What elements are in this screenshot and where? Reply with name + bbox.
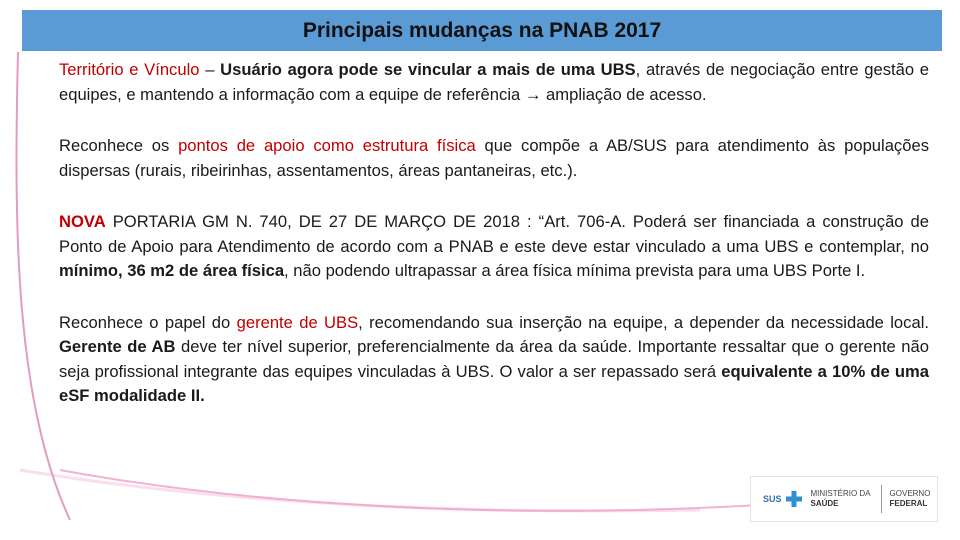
paragraph-gerente xyxy=(59,311,929,409)
text: “Art. 706-A. Poderá ser financiada a construção de Ponto de Apoio para Atendimento de acordo com a PNAB e este deve estar vinculado a uma UBS e contemplar, no xyxy=(59,212,929,256)
highlight-territorio: Território e Vínculo xyxy=(59,60,200,79)
government-name xyxy=(890,489,931,509)
government-line2: FEDERAL xyxy=(889,499,928,508)
text: Reconhece o papel do xyxy=(59,312,237,332)
highlight-gerente-ubs: gerente de UBS xyxy=(236,312,359,332)
health-cross-icon xyxy=(785,490,803,508)
logo-divider xyxy=(881,485,882,513)
ministry-line1: MINISTÉRIO DA xyxy=(810,489,871,498)
bold-usuario-vinculo: Usuário agora pode se vincular a mais de uma UBS xyxy=(220,60,636,79)
bold-modalidade: SF modalidade II. xyxy=(68,386,205,405)
text: , recomendando sua inserção na equipe, a depender da necessidade local. xyxy=(358,312,929,332)
ministry-line2: SAÚDE xyxy=(810,499,839,508)
bold-equivalente: equivalente a 10% de uma e xyxy=(59,361,929,405)
text: , não podendo ultrapassar a área física mínima prevista para uma UBS Porte I. xyxy=(284,261,866,280)
text: Reconhece os xyxy=(59,136,179,155)
text: PORTARIA GM N. 740, DE 27 DE MARÇO DE 2018 : xyxy=(105,212,539,231)
arrow-right-icon: → xyxy=(524,84,542,104)
government-line1: GOVERNO xyxy=(889,489,931,498)
bold-area-minima: mínimo, 36 m2 de área física xyxy=(59,261,285,280)
bold-gerente-ab: Gerente de AB xyxy=(59,337,176,356)
ministry-name xyxy=(811,489,871,509)
slide-body xyxy=(59,58,929,409)
paragraph-pontos-apoio xyxy=(59,134,929,183)
page-title: Principais mudanças na PNAB 2017 xyxy=(302,18,662,42)
sus-label: SUS xyxy=(763,494,782,504)
dash: – xyxy=(199,60,221,79)
highlight-nova: NOVA xyxy=(59,212,106,231)
ministry-logo xyxy=(750,476,938,522)
highlight-pontos-apoio: pontos de apoio como estrutura física xyxy=(178,136,476,155)
text: que compõe a AB/SUS para atendimento às populações dispersas (rurais, ribeirinhas, assentamentos, áreas pantaneiras, etc.). xyxy=(59,136,929,180)
text: , através de negociação entre gestão e equipes, e mantendo a informação com a equipe de referência xyxy=(59,60,930,104)
paragraph-territorio xyxy=(59,58,929,107)
paragraph-portaria xyxy=(59,210,929,284)
text: deve ter nível superior, preferencialmente da área da saúde. Importante ressaltar que o gerente não seja profissional integrante das equipes vinculadas à UBS. O valor a ser repassado será xyxy=(59,337,929,381)
text: ampliação de acesso. xyxy=(541,84,707,104)
title-bar xyxy=(22,10,942,51)
